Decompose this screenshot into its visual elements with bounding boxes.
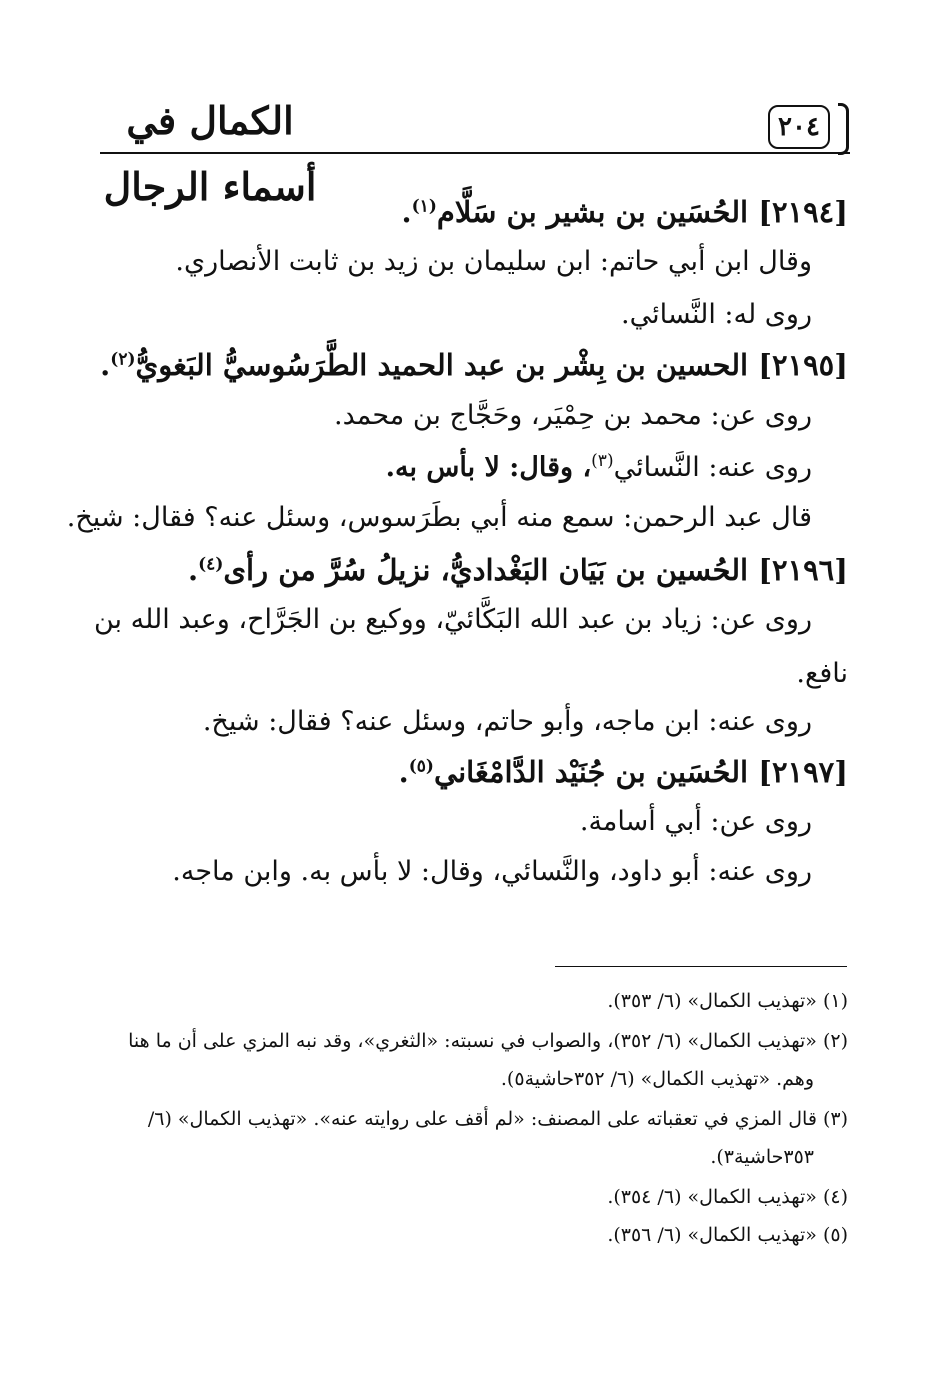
body-line: روى عن: أبي أسامة. bbox=[579, 806, 812, 837]
entry-end: . bbox=[100, 348, 111, 382]
body-line: روى عن: زياد بن عبد الله البَكَّائيّ، ووكيع بن الجَرَّاح، وعبد الله بن bbox=[93, 604, 812, 635]
entry-end: . bbox=[398, 755, 409, 789]
entry-heading-2197 bbox=[399, 750, 848, 794]
body-line: روى عن: محمد بن حِمْيَر، وحَجَّاج بن محمد. bbox=[334, 400, 812, 431]
footnote: (٤) «تهذيب الكمال» (٦/ ٣٥٤). bbox=[607, 1186, 848, 1208]
body-line: روى عنه: أبو داود، والنَّسائي، وقال: لا بأس به. وابن ماجه. bbox=[172, 856, 812, 887]
footnote: (٢) «تهذيب الكمال» (٦/ ٣٥٢)، والصواب في نسبته: «الثغري»، وقد نبه المزي على أن ما هنا bbox=[128, 1030, 848, 1052]
footnote-continuation: ٣٥٣حاشية٣). bbox=[710, 1146, 814, 1168]
entry-heading-2196 bbox=[188, 548, 848, 592]
body-text: ، وقال: لا بأس به. bbox=[385, 452, 592, 483]
entry-name: الحُسَين بن بشير بن سَلَّام bbox=[436, 195, 749, 229]
footnote-continuation: وهم. «تهذيب الكمال» (٦/ ٣٥٢حاشية٥). bbox=[500, 1068, 814, 1090]
entry-name: الحُسَين بن جُنَيْد الدَّامْغَاني bbox=[433, 755, 749, 789]
footnote: (١) «تهذيب الكمال» (٦/ ٣٥٣). bbox=[607, 990, 848, 1012]
entry-number: [٢١٩٥] bbox=[758, 348, 848, 382]
footnote-ref: (٣) bbox=[591, 451, 614, 471]
footnote-ref: (١) bbox=[411, 196, 437, 217]
body-line: وقال ابن أبي حاتم: ابن سليمان بن زيد بن ثابت الأنصاري. bbox=[175, 246, 812, 277]
entry-end: . bbox=[188, 553, 199, 587]
body-text: روى عنه: النَّسائي bbox=[613, 452, 812, 483]
footnote-ref: (٥) bbox=[408, 756, 434, 777]
footnote-separator bbox=[555, 966, 847, 967]
page-number-bracket bbox=[838, 103, 849, 155]
entry-number: [٢١٩٤] bbox=[758, 195, 848, 229]
footnote: (٥) «تهذيب الكمال» (٦/ ٣٥٦). bbox=[607, 1224, 848, 1246]
entry-heading-2194 bbox=[402, 190, 848, 234]
body-line: روى عنه: ابن ماجه، وأبو حاتم، وسئل عنه؟ فقال: شيخ. bbox=[202, 706, 812, 737]
entry-heading-2195 bbox=[100, 343, 848, 387]
body-line bbox=[386, 446, 812, 490]
entry-name: الحُسين بن بَيَان البَغْداديُّ، نزيلُ سُرَّ من رأى bbox=[223, 553, 749, 587]
entry-name: الحسين بن بِشْر بن عبد الحميد الطَّرَسُوسيُّ البَغويُّ bbox=[135, 348, 749, 382]
footnote-ref: (٢) bbox=[110, 349, 136, 370]
footnote-ref: (٤) bbox=[198, 554, 224, 575]
footnote: (٣) قال المزي في تعقباته على المصنف: «لم أقف على روايته عنه». «تهذيب الكمال» (٦/ bbox=[147, 1108, 848, 1130]
body-line: روى له: النَّسائي. bbox=[621, 299, 812, 330]
page-number: ٢٠٤ bbox=[768, 105, 830, 149]
body-line: قال عبد الرحمن: سمع منه أبي بطَرَسوس، وسئل عنه؟ فقال: شيخ. bbox=[66, 502, 812, 533]
entry-end: . bbox=[401, 195, 412, 229]
body-line: نافع. bbox=[796, 658, 848, 689]
header-rule bbox=[100, 152, 850, 154]
book-title-calligraphy: الكمال في أسماء الرجال bbox=[103, 98, 317, 209]
entry-number: [٢١٩٦] bbox=[758, 553, 848, 587]
entry-number: [٢١٩٧] bbox=[758, 755, 848, 789]
